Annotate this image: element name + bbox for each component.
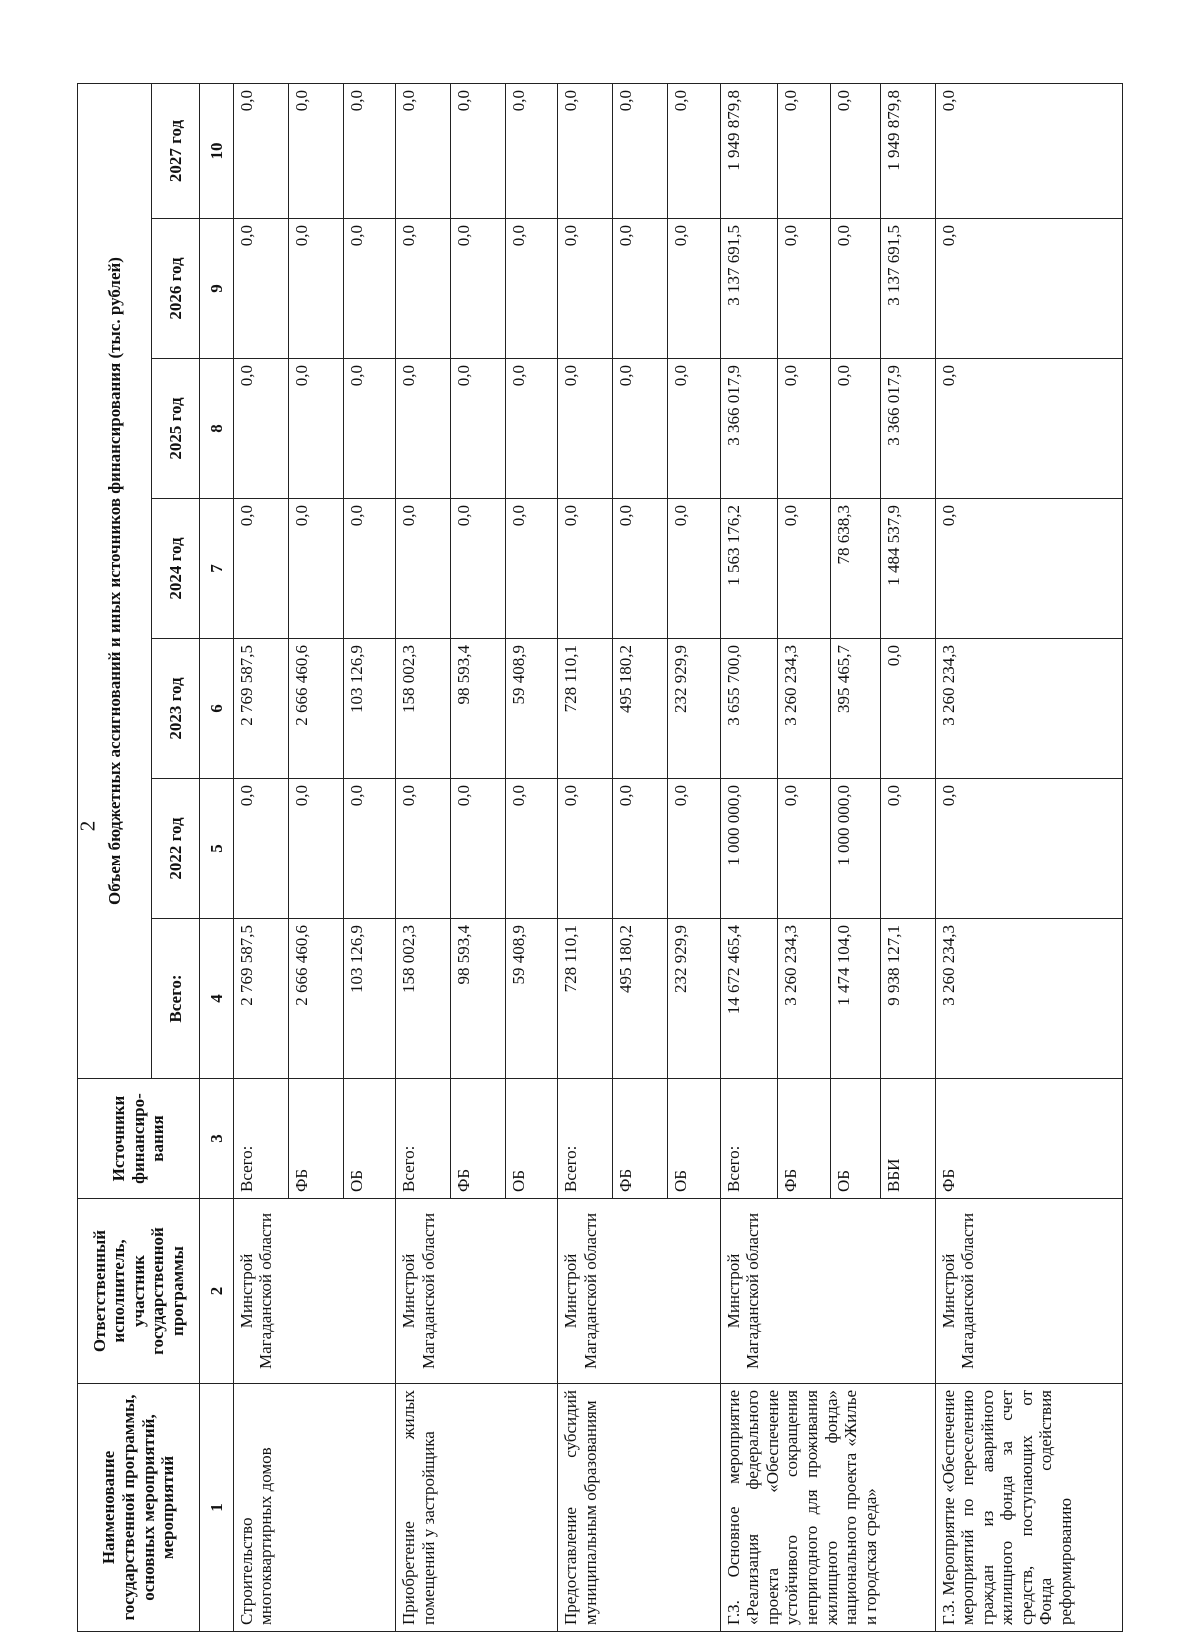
amount-cell: 59 408,9: [505, 919, 557, 1079]
amount-cell: 9 938 127,1: [880, 919, 935, 1079]
measure-name: Г.З. Основное мероприятие «Реализация федерального проекта «Обеспечение устойчивого сокращения непригодного для проживания жилищного фонда» национального проекта «Жилье и городская среда»: [720, 1384, 935, 1632]
responsible-executor: Минстрой Магаданской области: [396, 1199, 558, 1384]
measure-name: Строительство многоквартирных домов: [233, 1384, 395, 1632]
column-index: 6: [200, 639, 234, 779]
amount-cell: 3 260 234,3: [935, 639, 1122, 779]
amount-cell: 1 949 879,8: [720, 84, 777, 219]
amount-cell: 0,0: [558, 219, 613, 359]
amount-cell: 0,0: [935, 219, 1122, 359]
page-number: 2: [75, 820, 100, 832]
amount-cell: 98 593,4: [451, 639, 506, 779]
amount-cell: 0,0: [396, 499, 451, 639]
amount-cell: 0,0: [935, 359, 1122, 499]
amount-cell: 3 260 234,3: [778, 919, 830, 1079]
funding-source: Всего:: [558, 1079, 613, 1199]
column-index: 8: [200, 359, 234, 499]
amount-cell: 0,0: [396, 219, 451, 359]
funding-source: ОБ: [343, 1079, 395, 1199]
amount-cell: 0,0: [451, 359, 506, 499]
amount-cell: 1 563 176,2: [720, 499, 777, 639]
amount-cell: 0,0: [233, 359, 288, 499]
funding-source: ФБ: [288, 1079, 343, 1199]
column-index: 10: [200, 84, 234, 219]
amount-cell: 2 769 587,5: [233, 639, 288, 779]
amount-cell: 728 110,1: [558, 639, 613, 779]
table-row: [720, 84, 777, 1632]
amount-cell: 0,0: [233, 779, 288, 919]
header-year-2026: 2026 год: [152, 219, 200, 359]
amount-cell: 3 137 691,5: [720, 219, 777, 359]
amount-cell: 0,0: [613, 779, 668, 919]
amount-cell: 0,0: [396, 84, 451, 219]
amount-cell: 0,0: [451, 219, 506, 359]
column-index: 1: [200, 1384, 234, 1632]
financing-table: [77, 83, 1123, 1632]
header-year-2023: 2023 год: [152, 639, 200, 779]
amount-cell: 495 180,2: [613, 639, 668, 779]
rotated-page: [77, 84, 1123, 1632]
amount-cell: 0,0: [778, 779, 830, 919]
table-row: [396, 84, 451, 1632]
amount-cell: 1 000 000,0: [720, 779, 777, 919]
amount-cell: 0,0: [558, 779, 613, 919]
amount-cell: 0,0: [505, 219, 557, 359]
amount-cell: 3 655 700,0: [720, 639, 777, 779]
responsible-executor: Минстрой Магаданской области: [233, 1199, 395, 1384]
amount-cell: 0,0: [451, 84, 506, 219]
amount-cell: 103 126,9: [343, 919, 395, 1079]
amount-cell: 0,0: [505, 499, 557, 639]
header-responsible: Ответственный исполнитель, участник государственной программы: [78, 1199, 200, 1384]
amount-cell: 98 593,4: [451, 919, 506, 1079]
amount-cell: 0,0: [288, 219, 343, 359]
table-row: [558, 84, 613, 1632]
amount-cell: 3 366 017,9: [720, 359, 777, 499]
amount-cell: 1 484 537,9: [880, 499, 935, 639]
amount-cell: 0,0: [233, 499, 288, 639]
column-index: 3: [200, 1079, 234, 1199]
header-funding-group: Объем бюджетных ассигнований и иных источников финансирования (тыс. рублей): [78, 84, 152, 1079]
responsible-executor: Минстрой Магаданской области: [558, 1199, 720, 1384]
header-name: Наименование государственной программы, основных мероприятий, мероприятий: [78, 1384, 200, 1632]
amount-cell: 0,0: [778, 499, 830, 639]
funding-source: ОБ: [668, 1079, 720, 1199]
amount-cell: 59 408,9: [505, 639, 557, 779]
amount-cell: 2 769 587,5: [233, 919, 288, 1079]
amount-cell: 1 949 879,8: [880, 84, 935, 219]
header-total: Всего:: [152, 919, 200, 1079]
amount-cell: 3 366 017,9: [880, 359, 935, 499]
amount-cell: 103 126,9: [343, 639, 395, 779]
amount-cell: 0,0: [288, 84, 343, 219]
amount-cell: 0,0: [613, 219, 668, 359]
amount-cell: 0,0: [778, 219, 830, 359]
amount-cell: 0,0: [505, 84, 557, 219]
amount-cell: 0,0: [778, 359, 830, 499]
amount-cell: 0,0: [668, 779, 720, 919]
header-year-2024: 2024 год: [152, 499, 200, 639]
amount-cell: 0,0: [830, 84, 880, 219]
amount-cell: 0,0: [880, 639, 935, 779]
amount-cell: 3 137 691,5: [880, 219, 935, 359]
amount-cell: 0,0: [558, 359, 613, 499]
funding-source: Всего:: [233, 1079, 288, 1199]
funding-source: ВБИ: [880, 1079, 935, 1199]
amount-cell: 232 929,9: [668, 919, 720, 1079]
amount-cell: 0,0: [505, 359, 557, 499]
amount-cell: 0,0: [935, 84, 1122, 219]
column-index: 7: [200, 499, 234, 639]
amount-cell: 2 666 460,6: [288, 919, 343, 1079]
funding-source: ОБ: [830, 1079, 880, 1199]
table-row: [233, 84, 288, 1632]
funding-source: ФБ: [451, 1079, 506, 1199]
amount-cell: 0,0: [613, 84, 668, 219]
amount-cell: 0,0: [880, 779, 935, 919]
amount-cell: 14 672 465,4: [720, 919, 777, 1079]
amount-cell: 158 002,3: [396, 639, 451, 779]
amount-cell: 0,0: [343, 779, 395, 919]
amount-cell: 0,0: [396, 779, 451, 919]
header-source: Источники финансиро-вания: [78, 1079, 200, 1199]
amount-cell: 0,0: [233, 219, 288, 359]
column-index: 4: [200, 919, 234, 1079]
column-index: 5: [200, 779, 234, 919]
header-year-2025: 2025 год: [152, 359, 200, 499]
amount-cell: 0,0: [668, 499, 720, 639]
amount-cell: 0,0: [613, 359, 668, 499]
column-index: 9: [200, 219, 234, 359]
responsible-executor: Минстрой Магаданской области: [935, 1199, 1122, 1384]
amount-cell: 0,0: [935, 499, 1122, 639]
amount-cell: 0,0: [778, 84, 830, 219]
amount-cell: 0,0: [343, 84, 395, 219]
funding-source: ФБ: [613, 1079, 668, 1199]
funding-source: Всего:: [396, 1079, 451, 1199]
amount-cell: 0,0: [288, 499, 343, 639]
amount-cell: 0,0: [505, 779, 557, 919]
amount-cell: 0,0: [233, 84, 288, 219]
responsible-executor: Минстрой Магаданской области: [720, 1199, 935, 1384]
measure-name: Предоставление субсидий муниципальным образованиям: [558, 1384, 720, 1632]
amount-cell: 1 000 000,0: [830, 779, 880, 919]
amount-cell: 3 260 234,3: [935, 919, 1122, 1079]
amount-cell: 0,0: [288, 779, 343, 919]
measure-name: Г.З. Мероприятие «Обеспечение мероприятий по переселению граждан из аварийного жилищного фонда за счет средств, поступающих от Фонда содействия реформированию: [935, 1384, 1122, 1632]
table-row: [935, 84, 1122, 1632]
amount-cell: 0,0: [830, 219, 880, 359]
funding-source: ОБ: [505, 1079, 557, 1199]
amount-cell: 0,0: [558, 499, 613, 639]
funding-source: Всего:: [720, 1079, 777, 1199]
amount-cell: 0,0: [343, 359, 395, 499]
amount-cell: 0,0: [830, 359, 880, 499]
header-year-2022: 2022 год: [152, 779, 200, 919]
amount-cell: 0,0: [451, 779, 506, 919]
amount-cell: 158 002,3: [396, 919, 451, 1079]
amount-cell: 0,0: [451, 499, 506, 639]
amount-cell: 0,0: [288, 359, 343, 499]
amount-cell: 0,0: [343, 219, 395, 359]
amount-cell: 728 110,1: [558, 919, 613, 1079]
amount-cell: 0,0: [668, 359, 720, 499]
amount-cell: 0,0: [935, 779, 1122, 919]
header-year-2027: 2027 год: [152, 84, 200, 219]
funding-source: ФБ: [778, 1079, 830, 1199]
amount-cell: 78 638,3: [830, 499, 880, 639]
amount-cell: 0,0: [343, 499, 395, 639]
amount-cell: 0,0: [668, 84, 720, 219]
amount-cell: 0,0: [668, 219, 720, 359]
amount-cell: 0,0: [613, 499, 668, 639]
column-index: 2: [200, 1199, 234, 1384]
amount-cell: 495 180,2: [613, 919, 668, 1079]
amount-cell: 3 260 234,3: [778, 639, 830, 779]
amount-cell: 1 474 104,0: [830, 919, 880, 1079]
amount-cell: 0,0: [558, 84, 613, 219]
amount-cell: 2 666 460,6: [288, 639, 343, 779]
funding-source: ФБ: [935, 1079, 1122, 1199]
amount-cell: 232 929,9: [668, 639, 720, 779]
column-index-row: [200, 84, 234, 1632]
amount-cell: 0,0: [396, 359, 451, 499]
amount-cell: 395 465,7: [830, 639, 880, 779]
measure-name: Приобретение жилых помещений у застройщика: [396, 1384, 558, 1632]
